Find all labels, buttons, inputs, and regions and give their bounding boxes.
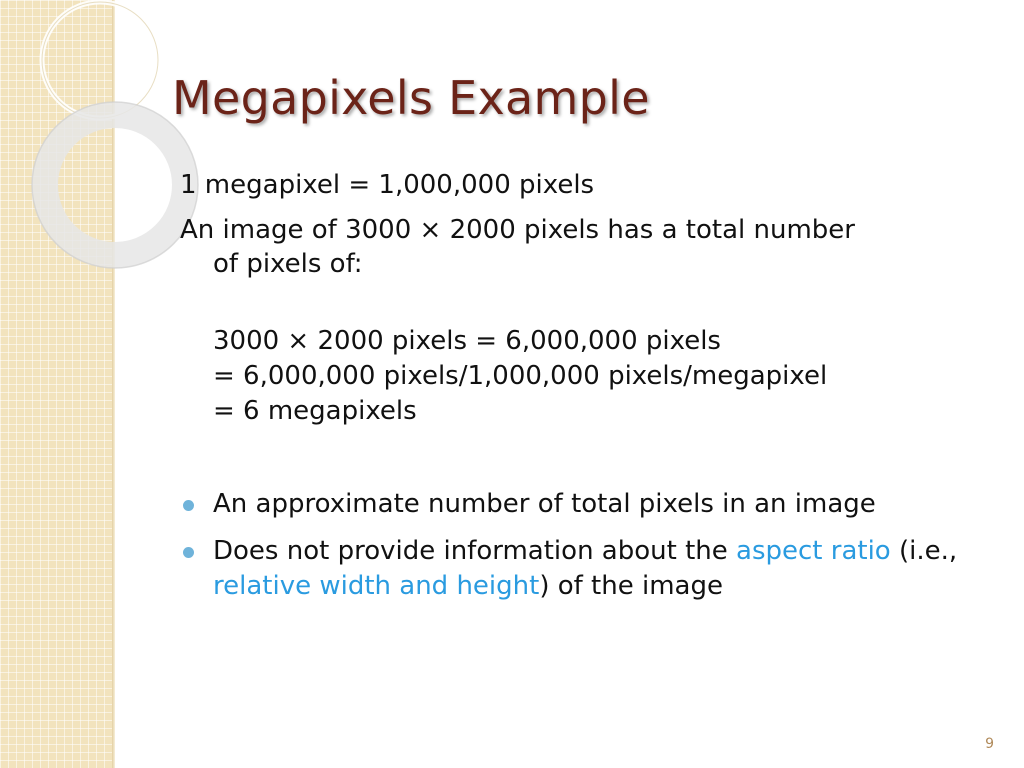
- page-number: 9: [985, 736, 994, 752]
- bullet-item-aspect-ratio: [180, 534, 980, 604]
- calculation-line: 3000 × 2000 pixels = 6,000,000 pixels: [213, 326, 721, 356]
- image-total-pixels-text: [180, 213, 980, 281]
- bullet-text-part: ) of the image: [539, 571, 723, 601]
- aspect-ratio-highlight: aspect ratio: [736, 536, 891, 566]
- slide-title: Megapixels Example: [172, 71, 650, 125]
- bullet-text-part: (i.e.,: [890, 536, 958, 566]
- bullet-list: [180, 487, 980, 616]
- image-total-pixels-cont: of pixels of:: [213, 249, 363, 279]
- bullet-item-approximate: [180, 487, 980, 522]
- bullet-dot-icon: [183, 547, 194, 558]
- image-total-pixels-start: An image of 3000 × 2000 pixels has a total number: [180, 215, 855, 245]
- megapixel-definition: 1 megapixel = 1,000,000 pixels: [180, 170, 595, 200]
- bullet-text: An approximate number of total pixels in an image: [213, 489, 876, 519]
- bullet-dot-icon: [183, 500, 194, 511]
- calculation-line: = 6,000,000 pixels/1,000,000 pixels/megapixel: [213, 361, 828, 391]
- decorative-circles: [0, 0, 170, 260]
- calculation-block: [213, 324, 827, 429]
- calculation-line: = 6 megapixels: [213, 396, 417, 426]
- relative-size-highlight: relative width and height: [213, 571, 540, 601]
- bullet-text-part: Does not provide information about the: [213, 536, 737, 566]
